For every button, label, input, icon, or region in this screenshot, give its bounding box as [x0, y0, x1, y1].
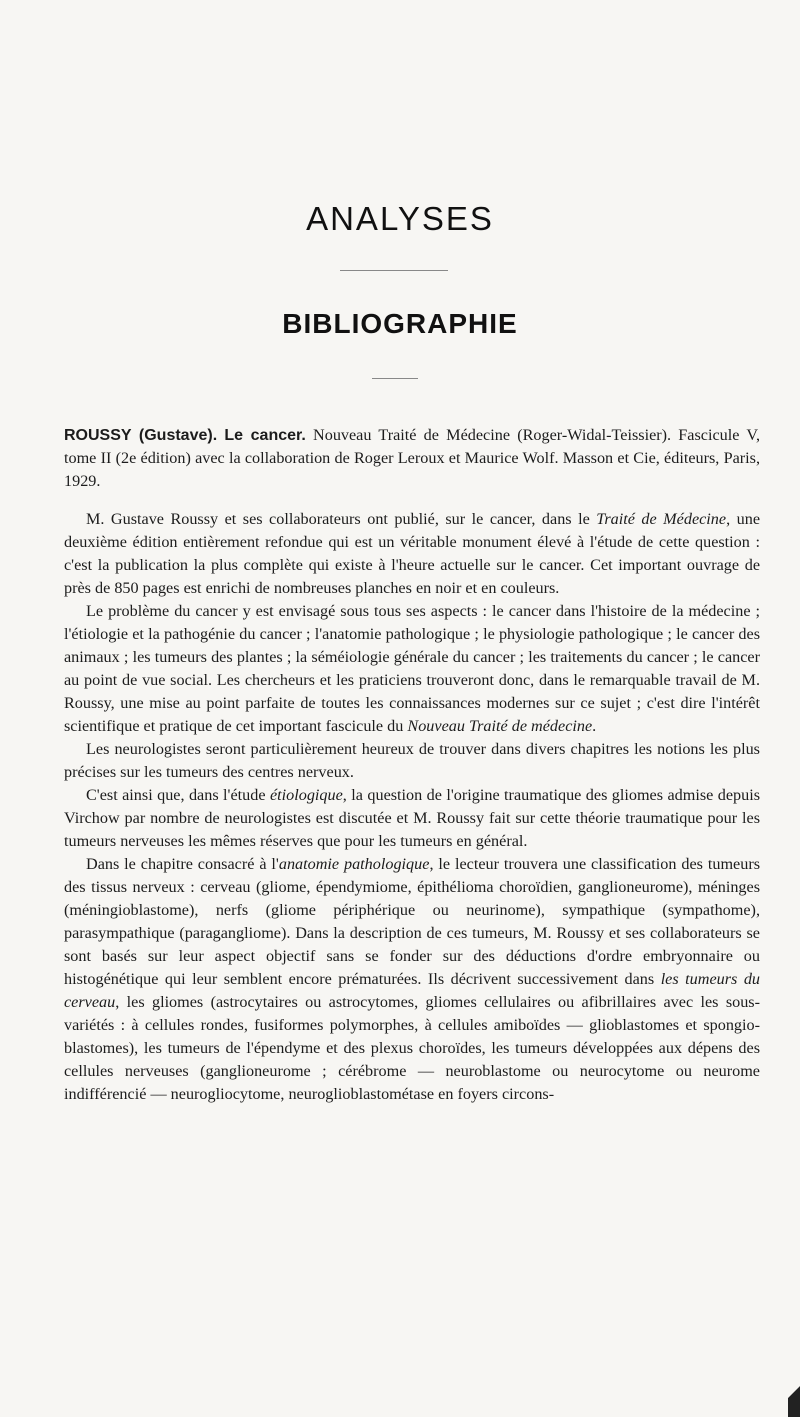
entry-author: ROUSSY (Gustave). [64, 427, 218, 444]
bibliographic-entry [64, 424, 760, 493]
subsection-title: BIBLIOGRAPHIE [282, 308, 518, 339]
paragraph-2: Le problème du cancer y est envisagé sous tous ses aspects : le cancer dans l'histoire de la médecine ; l'étiologie et la pathogénie du cancer ; l'anatomie pathologique ; le physiologie pathologique ; le cancer des animaux ; les tumeurs des plantes ; la séméiologie générale du cancer ; les traitements du cancer ; le cancer au point de vue social. Les chercheurs et les praticiens trouveront donc, dans le remarquable travail de M. Roussy, une mise au point parfaite de toutes les connaissances modernes sur ce sujet ; c'est dire l'intérêt scientifique et pratique de cet important fascicule du Nouveau Traité de médecine. [64, 602, 760, 735]
title-divider [340, 270, 448, 271]
paragraph-5: Dans le chapitre consacré à l'anatomie pathologique, le lecteur trouvera une classification des tumeurs des tissus nerveux : cerveau (gliome, épendymiome, épithélioma choroïdien, ganglioneurome), méninges (méningioblastome), nerfs (gliome périphérique ou neurinome), sympathique (sympathome), parasympathique (paragangliome). Dans la description de ces tumeurs, M. Roussy et ses collaborateurs se sont basés sur leur aspect objectif sans se fonder sur des déductions d'ordre embryonnaire ou histogénétique qui leur semblent encore prématurées. Ils décrivent successivement dans les tumeurs du cerveau, les gliomes (astrocytaires ou astrocytomes, gliomes cellulaires ou afibrillaires avec les sous-variétés : à cellules rondes, fusiformes polymorphes, à cellules amiboïdes — glioblastomes et spongio-blastomes), les tumeurs de l'épendyme et des plexus choroïdes, les tumeurs développées aux dépens des cellules nerveuses (ganglioneurome ; cérébrome — neuroblastome ou neurocytome ou neurome indifférencié — neurogliocytome, neuroglioblastométase en foyers circons- [64, 855, 761, 1103]
section-title: ANALYSES [306, 200, 494, 237]
entry-title: Le cancer. [224, 427, 306, 444]
subtitle-divider [372, 378, 418, 379]
paragraph-1: M. Gustave Roussy et ses collaborateurs ont publié, sur le cancer, dans le Traité de Médecine, une deuxième édition entièrement refondue qui est un véritable monument élevé à l'étude de cette question : c'est la publication la plus complète qui existe à l'heure actuelle sur le cancer. Cet important ouvrage de près de 850 pages est enrichi de nombreuses planches en noir et en couleurs. [64, 510, 760, 597]
page-corner-shadow [788, 1377, 800, 1417]
review-body [64, 424, 760, 1106]
paragraph-4: C'est ainsi que, dans l'étude étiologique, la question de l'origine traumatique des gliomes admise depuis Virchow par nombre de neurologistes est discutée et M. Roussy fait sur cette théorie traumatique pour les tumeurs nerveuses les mêmes réserves que pour les tumeurs en général. [64, 786, 761, 850]
paragraph-3: Les neurologistes seront particulièrement heureux de trouver dans divers chapitres les notions les plus précises sur les tumeurs des centres nerveux. [64, 740, 760, 781]
entry-details: Nouveau Traité de Médecine (Roger-Widal-Teissier). Fascicule V, tome II (2e édition) avec la collaboration de Roger Leroux et Maurice Wolf. Masson et Cie, éditeurs, Paris, 1929. [64, 426, 760, 490]
